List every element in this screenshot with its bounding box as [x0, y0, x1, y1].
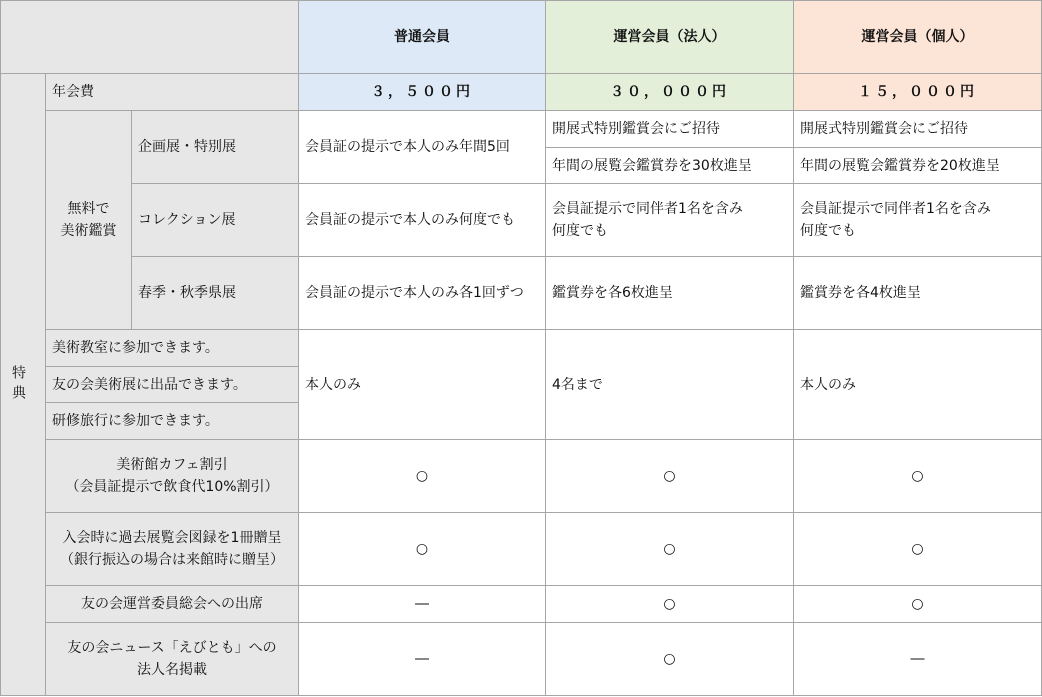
fee-corporate: ３０，０００円 [546, 74, 794, 111]
seasonal-corporate: 鑑賞券を各6枚進呈 [546, 257, 794, 330]
news-corporate: ○ [546, 623, 794, 696]
collection-label: コレクション展 [132, 184, 299, 257]
cafe-label: 美術館カフェ割引 （会員証提示で飲食代10%割引） [46, 440, 299, 513]
benefits-label-cell [1, 74, 46, 696]
header-regular: 普通会員 [299, 1, 546, 74]
seasonal-row [1, 257, 1042, 330]
catalog-regular: ○ [299, 513, 546, 586]
seasonal-label: 春季・秋季県展 [132, 257, 299, 330]
news-regular: ― [299, 623, 546, 696]
news-individual: ― [794, 623, 1042, 696]
collection-regular: 会員証の提示で本人のみ何度でも [299, 184, 546, 257]
special-exhibition-individual-1: 開展式特別鑑賞会にご招待 [794, 111, 1042, 148]
collection-corporate: 会員証提示で同伴者1名を含み 何度でも [546, 184, 794, 257]
catalog-corporate: ○ [546, 513, 794, 586]
benefits-label: 特典 [10, 364, 26, 405]
cafe-regular: ○ [299, 440, 546, 513]
cafe-individual: ○ [794, 440, 1042, 513]
header-corporate: 運営会員（法人） [546, 1, 794, 74]
special-exhibition-label: 企画展・特別展 [132, 111, 299, 184]
news-row [1, 623, 1042, 696]
corner-cell [1, 1, 299, 74]
fee-label: 年会費 [46, 74, 299, 111]
class-row [1, 330, 1042, 367]
fee-individual: １５，０００円 [794, 74, 1042, 111]
free-viewing-label: 無料で 美術鑑賞 [46, 111, 132, 330]
catalog-individual: ○ [794, 513, 1042, 586]
participation-individual: 本人のみ [794, 330, 1042, 440]
committee-individual: ○ [794, 586, 1042, 623]
collection-individual: 会員証提示で同伴者1名を含み 何度でも [794, 184, 1042, 257]
seasonal-individual: 鑑賞券を各4枚進呈 [794, 257, 1042, 330]
special-exhibition-corporate-1: 開展式特別鑑賞会にご招待 [546, 111, 794, 148]
committee-row [1, 586, 1042, 623]
participation-corporate: 4名まで [546, 330, 794, 440]
catalog-row [1, 513, 1042, 586]
special-exhibition-row-1 [1, 111, 1042, 148]
cafe-corporate: ○ [546, 440, 794, 513]
catalog-label: 入会時に過去展覧会図録を1冊贈呈 （銀行振込の場合は来館時に贈呈） [46, 513, 299, 586]
special-exhibition-corporate-2: 年間の展覧会鑑賞券を30枚進呈 [546, 148, 794, 184]
fee-row [1, 74, 1042, 111]
fee-regular: ３，５００円 [299, 74, 546, 111]
cafe-row [1, 440, 1042, 513]
header-row [1, 1, 1042, 74]
exhibit-label: 友の会美術展に出品できます。 [46, 367, 299, 403]
special-exhibition-individual-2: 年間の展覧会鑑賞券を20枚進呈 [794, 148, 1042, 184]
collection-row [1, 184, 1042, 257]
participation-regular: 本人のみ [299, 330, 546, 440]
committee-corporate: ○ [546, 586, 794, 623]
seasonal-regular: 会員証の提示で本人のみ各1回ずつ [299, 257, 546, 330]
header-individual: 運営会員（個人） [794, 1, 1042, 74]
class-label: 美術教室に参加できます。 [46, 330, 299, 367]
news-label: 友の会ニュース「えびとも」への 法人名掲載 [46, 623, 299, 696]
special-exhibition-regular: 会員証の提示で本人のみ年間5回 [299, 111, 546, 184]
committee-label: 友の会運営委員総会への出席 [46, 586, 299, 623]
trip-label: 研修旅行に参加できます。 [46, 403, 299, 440]
committee-regular: ― [299, 586, 546, 623]
